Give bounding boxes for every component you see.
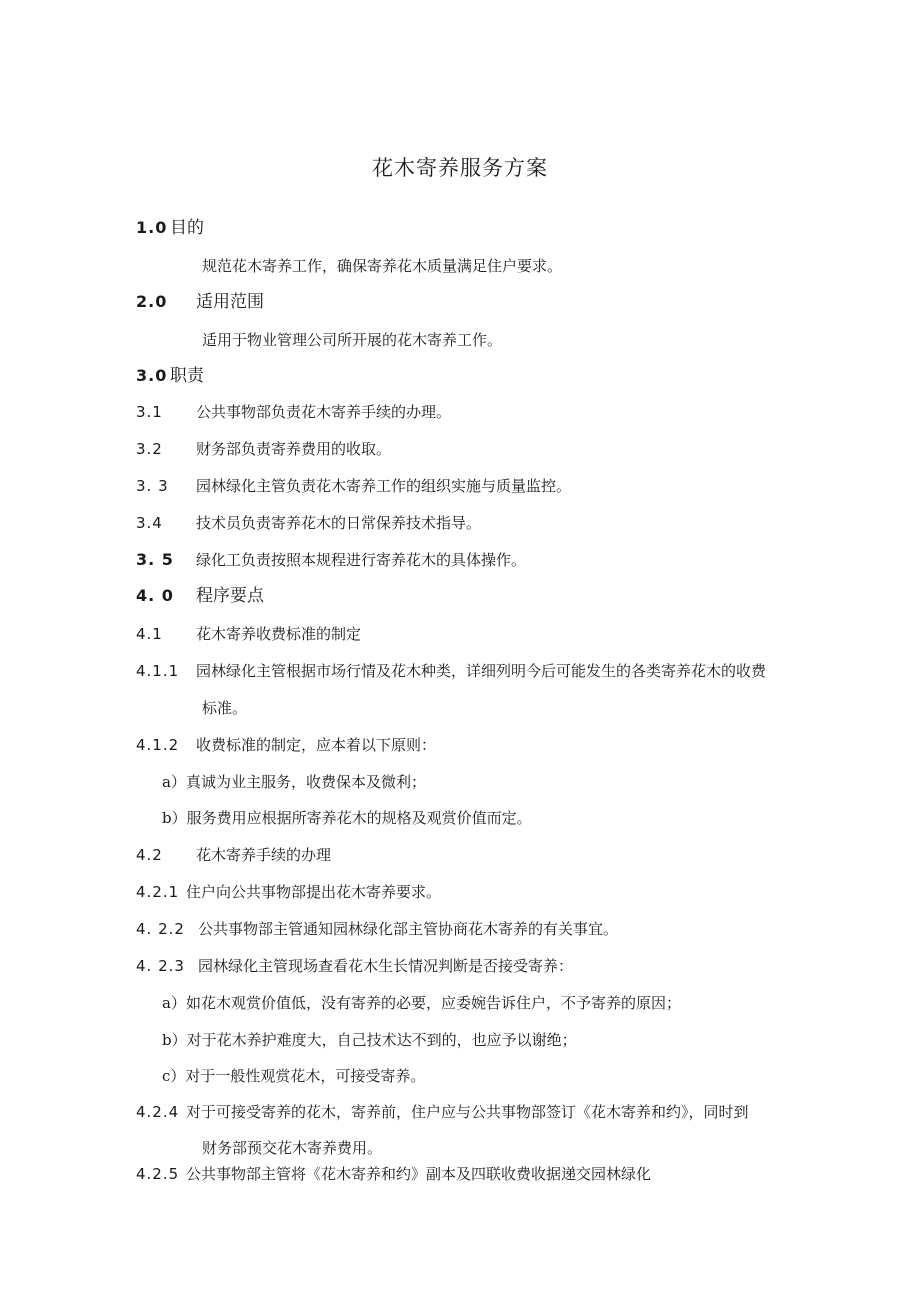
item-4-1-text: 花木寄养收费标准的制定 xyxy=(196,625,362,643)
item-3-1-number: 3.1 xyxy=(136,403,163,421)
item-3-3-text: 园林绿化主管负责花木寄养工作的组织实施与质量监控。 xyxy=(196,477,572,495)
item-4-2-text: 花木寄养手续的办理 xyxy=(196,846,332,864)
item-3-5-number: 3. 5 xyxy=(136,550,174,569)
item-3-2-number: 3.2 xyxy=(136,440,163,458)
item-4-1-1-continuation: 标准。 xyxy=(202,699,248,717)
item-4-2-3-b: b）对于花木养护难度大，自己技术达不到的，也应予以谢绝； xyxy=(162,1031,577,1049)
section-2-body: 适用于物业管理公司所开展的花木寄养工作。 xyxy=(202,331,503,349)
item-3-3-number: 3. 3 xyxy=(136,477,169,495)
section-1-heading: 目的 xyxy=(170,218,204,238)
item-4-2-3-text: 园林绿化主管现场查看花木生长情况判断是否接受寄养： xyxy=(198,957,574,975)
item-4-2-4-continuation: 财务部预交花木寄养费用。 xyxy=(202,1139,383,1157)
item-4-1-2-text: 收费标准的制定，应本着以下原则： xyxy=(196,736,437,754)
item-4-2-2-number: 4. 2.2 xyxy=(136,920,185,938)
item-4-2-3-a: a）如花木观赏价值低，没有寄养的必要，应委婉告诉住户，不予寄养的原因； xyxy=(162,994,681,1012)
item-4-2-3-number: 4. 2.3 xyxy=(136,957,185,975)
section-3-number: 3.0 xyxy=(136,366,168,385)
item-4-2-3-c: c）对于一般性观赏花木，可接受寄养。 xyxy=(162,1067,426,1085)
item-4-1-2-b: b）服务费用应根据所寄养花木的规格及观赏价值而定。 xyxy=(162,809,532,827)
item-4-1-2-number: 4.1.2 xyxy=(136,736,180,754)
item-4-1-2-a: a）真诚为业主服务，收费保本及微利； xyxy=(162,773,426,791)
section-1-number: 1.0 xyxy=(136,218,168,237)
item-3-1-text: 公共事物部负责花木寄养手续的办理。 xyxy=(196,403,452,421)
item-4-1-1-text: 园林绿化主管根据市场行情及花木种类，详细列明今后可能发生的各类寄养花木的收费 xyxy=(196,662,767,680)
item-4-1-1-number: 4.1.1 xyxy=(136,662,180,680)
item-4-2-4-number: 4.2.4 xyxy=(136,1103,180,1121)
item-4-2-number: 4.2 xyxy=(136,846,163,864)
section-2-number: 2.0 xyxy=(136,292,168,311)
item-4-2-1-text: 住户向公共事物部提出花木寄养要求。 xyxy=(186,883,442,901)
section-3-heading: 职责 xyxy=(170,366,204,386)
section-4-number: 4. 0 xyxy=(136,586,174,605)
item-3-4-text: 技术员负责寄养花木的日常保养技术指导。 xyxy=(196,514,482,532)
section-4-heading: 程序要点 xyxy=(196,586,264,606)
item-4-2-1-number: 4.2.1 xyxy=(136,883,180,901)
item-4-2-5-number: 4.2.5 xyxy=(136,1165,180,1183)
document-title: 花木寄养服务方案 xyxy=(372,156,548,180)
item-4-1-number: 4.1 xyxy=(136,625,163,643)
item-4-2-5-text: 公共事物部主管将《花木寄养和约》副本及四联收费收据递交园林绿化 xyxy=(186,1165,652,1183)
item-3-5-text: 绿化工负责按照本规程进行寄养花木的具体操作。 xyxy=(196,551,527,569)
section-1-body: 规范花木寄养工作，确保寄养花木质量满足住户要求。 xyxy=(202,257,563,275)
item-3-4-number: 3.4 xyxy=(136,514,163,532)
item-4-2-2-text: 公共事物部主管通知园林绿化部主管协商花木寄养的有关事宜。 xyxy=(198,920,619,938)
item-4-2-4-text: 对于可接受寄养的花木，寄养前，住户应与公共事物部签订《花木寄养和约》，同时到 xyxy=(186,1103,749,1121)
item-3-2-text: 财务部负责寄养费用的收取。 xyxy=(196,440,392,458)
section-2-heading: 适用范围 xyxy=(196,292,264,312)
